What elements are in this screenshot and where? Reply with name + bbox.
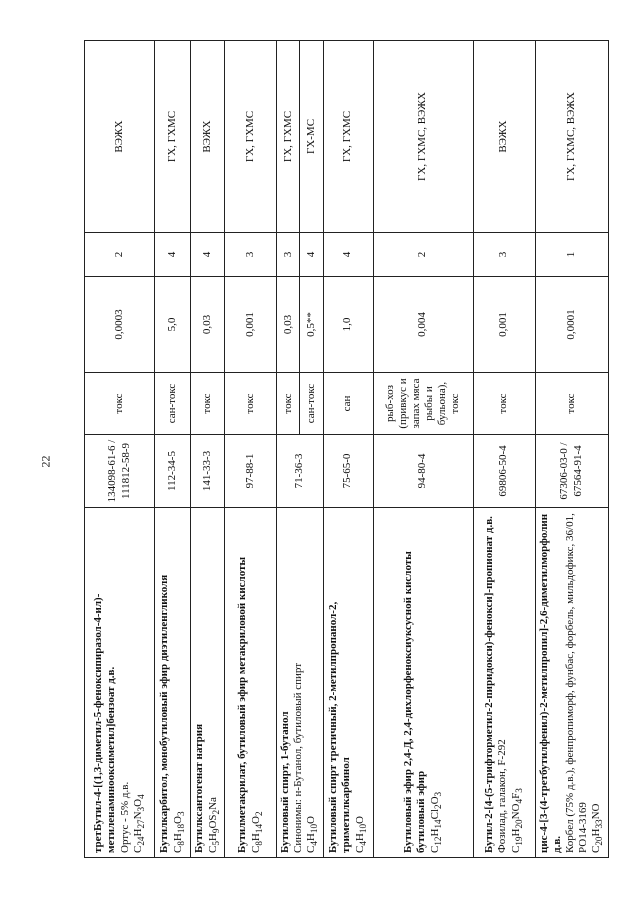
substance-name: третБутил-4-[(1,3-диметил-5-феноксипиразол-4-ил)-метиленаминооксиметил]бензоат д.в. [92,593,118,853]
hazard-class: 4 [155,233,191,277]
cas-number: 67306-03-0 / [558,442,571,500]
hazard-indicator: токс [85,373,155,435]
substance-synonyms: Синонимы: н-Бутанол, бутиловый спирт [292,662,305,853]
substance-name-cell [155,508,191,858]
concentration-value: 0,03 [191,277,225,373]
table-row [473,41,535,858]
cas-number: 75-65-0 [323,435,373,508]
chemical-formula: $C_8H_{14}O_2$ [249,811,264,853]
hazard-indicator: токс [535,373,608,435]
analysis-method: ВЭЖХ [85,41,155,233]
hazard-class: 3 [225,233,277,277]
substance-name: Бутилметакрилат, бутиловый эфир метакриловой кислоты [236,556,249,853]
substance-name-cell [225,508,277,858]
hazard-indicator: токс [225,373,277,435]
hazard-class: 3 [277,233,300,277]
substance-name: Бутилксантогенат натрия [193,723,206,853]
cas-cell [85,435,155,508]
table-row [155,41,191,858]
substance-name-cell [277,508,324,858]
concentration-value: 0,5** [300,277,323,373]
substance-table [84,40,609,858]
cas-number: 69806-50-4 [473,435,535,508]
analysis-method: ГХ, ГХМС, ВЭЖХ [373,41,473,233]
substance-name-cell [85,508,155,858]
concentration-value: 0,001 [225,277,277,373]
analysis-method: ВЭЖХ [191,41,225,233]
hazard-indicator: сан-токс [155,373,191,435]
analysis-method: ВЭЖХ [473,41,535,233]
analysis-method: ГХ, ГХМС, ВЭЖХ [535,41,608,233]
concentration-value: 5,0 [155,277,191,373]
analysis-method: ГХ-МС [300,41,323,233]
substance-synonyms: Корбел (75% д.в.), фенпропиморф, фунбас, форбель, мильдофикс, 36/01, РО14-3169 [563,513,590,853]
cas-number: 112-34-5 [155,435,191,508]
hazard-indicator: сан [323,373,373,435]
substance-name: Бутиловый эфир 2,4-Д, 2,4-дихлорфеноксиуксусной кислоты бутиловый эфир [402,551,428,853]
table-row [323,41,373,858]
chemical-formula: $C_{19}H_{20}NO_4F_3$ [509,788,524,853]
analysis-method: ГХ, ГХМС [277,41,300,233]
analysis-method: ГХ, ГХМС [155,41,191,233]
substance-name: Бутил-2-[4-(5-трифторметил-2-пиридокси)-фенокси]-пропионат д.в. [483,516,496,853]
page-number: 22 [38,455,53,468]
table-row [277,41,300,858]
substance-name: цис-4-[3-(4-третбутилфенил)-2-метилпропил]-2,6-диметилморфолин д.в. [537,513,563,853]
cas-number: 94-80-4 [373,435,473,508]
concentration-value: 0,0003 [85,277,155,373]
chemical-formula: $C_{12}H_{14}Cl_2O_3$ [428,791,443,853]
hazard-class: 1 [535,233,608,277]
cas-number: 71-36-3 [277,435,324,508]
chemical-formula: $C_{20}H_{33}NO$ [590,803,605,853]
chemical-formula: $C_5H_9OS_2Na$ [206,797,221,853]
analysis-method: ГХ, ГХМС [225,41,277,233]
chemical-formula: $C_{24}H_{27}N_3O_4$ [131,794,146,853]
hazard-indicator: сан-токс [300,373,323,435]
substance-name: Бутиловый спирт, 1-бутанол [279,711,291,853]
cas-number: 134098-61-6 / [106,439,119,503]
cas-number: 67564-91-4 [571,445,584,497]
concentration-value: 1,0 [323,277,373,373]
substance-name-cell [191,508,225,858]
substance-name-cell [473,508,535,858]
concentration-value: 0,001 [473,277,535,373]
substance-synonyms: Ортус - 5% д.в. [118,781,131,853]
chemical-formula: $C_8H_{18}O_3$ [171,811,186,853]
cas-number: 141-33-3 [191,435,225,508]
cas-number: 97-88-1 [225,435,277,508]
hazard-class: 4 [191,233,225,277]
hazard-class: 2 [85,233,155,277]
hazard-class: 3 [473,233,535,277]
hazard-indicator: рыб-хоз (привкус и запах мяса рыбы и бульона), токс [373,373,473,435]
concentration-value: 0,0001 [535,277,608,373]
analysis-method: ГХ, ГХМС [323,41,373,233]
table-row [373,41,473,858]
substance-name-cell [535,508,608,858]
cas-cell [535,435,608,508]
table-row [191,41,225,858]
substance-name: Бутиловый спирт третичный, 2-метилпропанол-2, триметилкарбинол [327,601,353,853]
substance-name-cell [323,508,373,858]
hazard-indicator: токс [191,373,225,435]
hazard-class: 4 [323,233,373,277]
substance-synonyms: Фозилад, галакон, F-292 [496,739,509,853]
hazard-indicator: токс [277,373,300,435]
concentration-value: 0,004 [373,277,473,373]
table-row [535,41,608,858]
substance-name-cell [373,508,473,858]
table-row [85,41,155,858]
chemical-formula: $C_4H_{10}O$ [353,816,368,853]
concentration-value: 0,03 [277,277,300,373]
hazard-class: 2 [373,233,473,277]
cas-number: 111812-58-9 [119,443,132,500]
table-row [225,41,277,858]
chemical-formula: $C_4H_{10}O$ [305,816,320,853]
rotated-table-container [84,41,619,858]
hazard-class: 4 [300,233,323,277]
hazard-indicator: токс [473,373,535,435]
substance-name: Бутилкарбитол, монобутиловый эфир диэтиленгликоля [158,574,171,853]
